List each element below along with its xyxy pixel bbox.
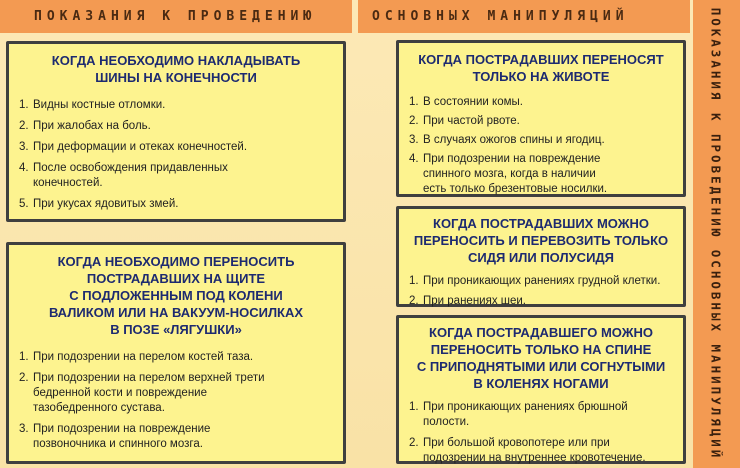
indication-list [409,400,673,466]
card-on-stomach [396,40,686,197]
list-item: 2. При ранениях шеи. [409,295,527,307]
card-title: КОГДА НЕОБХОДИМО НАКЛАДЫВАТЬ ШИНЫ НА КОНЕЧНОСТИ [51,53,301,85]
list-item: 1. При подозрении на перелом костей таза. [19,351,254,363]
card-on-back [396,315,686,464]
list-item: 2. При жалобах на боль. [19,120,151,132]
card-splints [6,41,346,222]
list-item: 1. При проникающих ранениях грудной клетки. [409,275,661,287]
list-item: 4. После освобождения придавленных конечностей. [19,162,228,189]
list-item: 3. В случаях ожогов спины и ягодиц. [409,134,605,146]
list-item: 2. При частой рвоте. [409,115,520,127]
card-frog-position [6,242,346,464]
indication-list [19,350,333,452]
header-title-left: ПОКАЗАНИЯ К ПРОВЕДЕНИЮ [0,0,352,33]
card-title: КОГДА ПОСТРАДАВШИХ ПЕРЕНОСЯТ ТОЛЬКО НА ЖИВОТЕ [418,52,664,84]
header-title-right: ОСНОВНЫХ МАНИПУЛЯЦИЙ [358,0,690,33]
card-title: КОГДА НЕОБХОДИМО ПЕРЕНОСИТЬ ПОСТРАДАВШИХ НА ЩИТЕ С ПОДЛОЖЕННЫМ ПОД КОЛЕНИ ВАЛИКОМ ИЛИ НА ВАКУУМ-НОСИЛКАХ В ПОЗЕ «ЛЯГУШКИ» [48,254,304,337]
side-title: ПОКАЗАНИЯ К ПРОВЕДЕНИЮ ОСНОВНЫХ МАНИПУЛЯЦИЙ [708,7,724,461]
list-item: 4. При подозрении на повреждение спинного мозга, когда в наличии есть только брезентовые носилки. [409,153,608,195]
list-item: 1. При проникающих ранениях брюшной полости. [409,401,628,428]
list-item: 1. Видны костные отломки. [19,99,166,111]
card-sitting [396,206,686,307]
list-item: 2. При большой кровопотере или при подозрении на внутреннее кровотечение. [409,437,646,464]
indication-list [409,95,673,197]
list-item: 3. При подозрении на повреждение позвоночника и спинного мозга. [19,423,211,450]
list-item: 1. В состоянии комы. [409,96,523,108]
indication-list [19,98,333,212]
card-title: КОГДА ПОСТРАДАВШИХ МОЖНО ПЕРЕНОСИТЬ И ПЕРЕВОЗИТЬ ТОЛЬКО СИДЯ ИЛИ ПОЛУСИДЯ [413,216,669,265]
list-item: 3. При деформации и отеках конечностей. [19,141,248,153]
indication-list [409,274,673,309]
card-title: КОГДА ПОСТРАДАВШЕГО МОЖНО ПЕРЕНОСИТЬ ТОЛЬКО НА СПИНЕ С ПРИПОДНЯТЫМИ ИЛИ СОГНУТЫМИ В КОЛЕНЯХ НОГАМИ [416,325,666,391]
list-item: 5. При укусах ядовитых змей. [19,198,179,210]
list-item: 2. При подозрении на перелом верхней трети бедренной кости и повреждение тазобедренного сустава. [19,372,265,414]
